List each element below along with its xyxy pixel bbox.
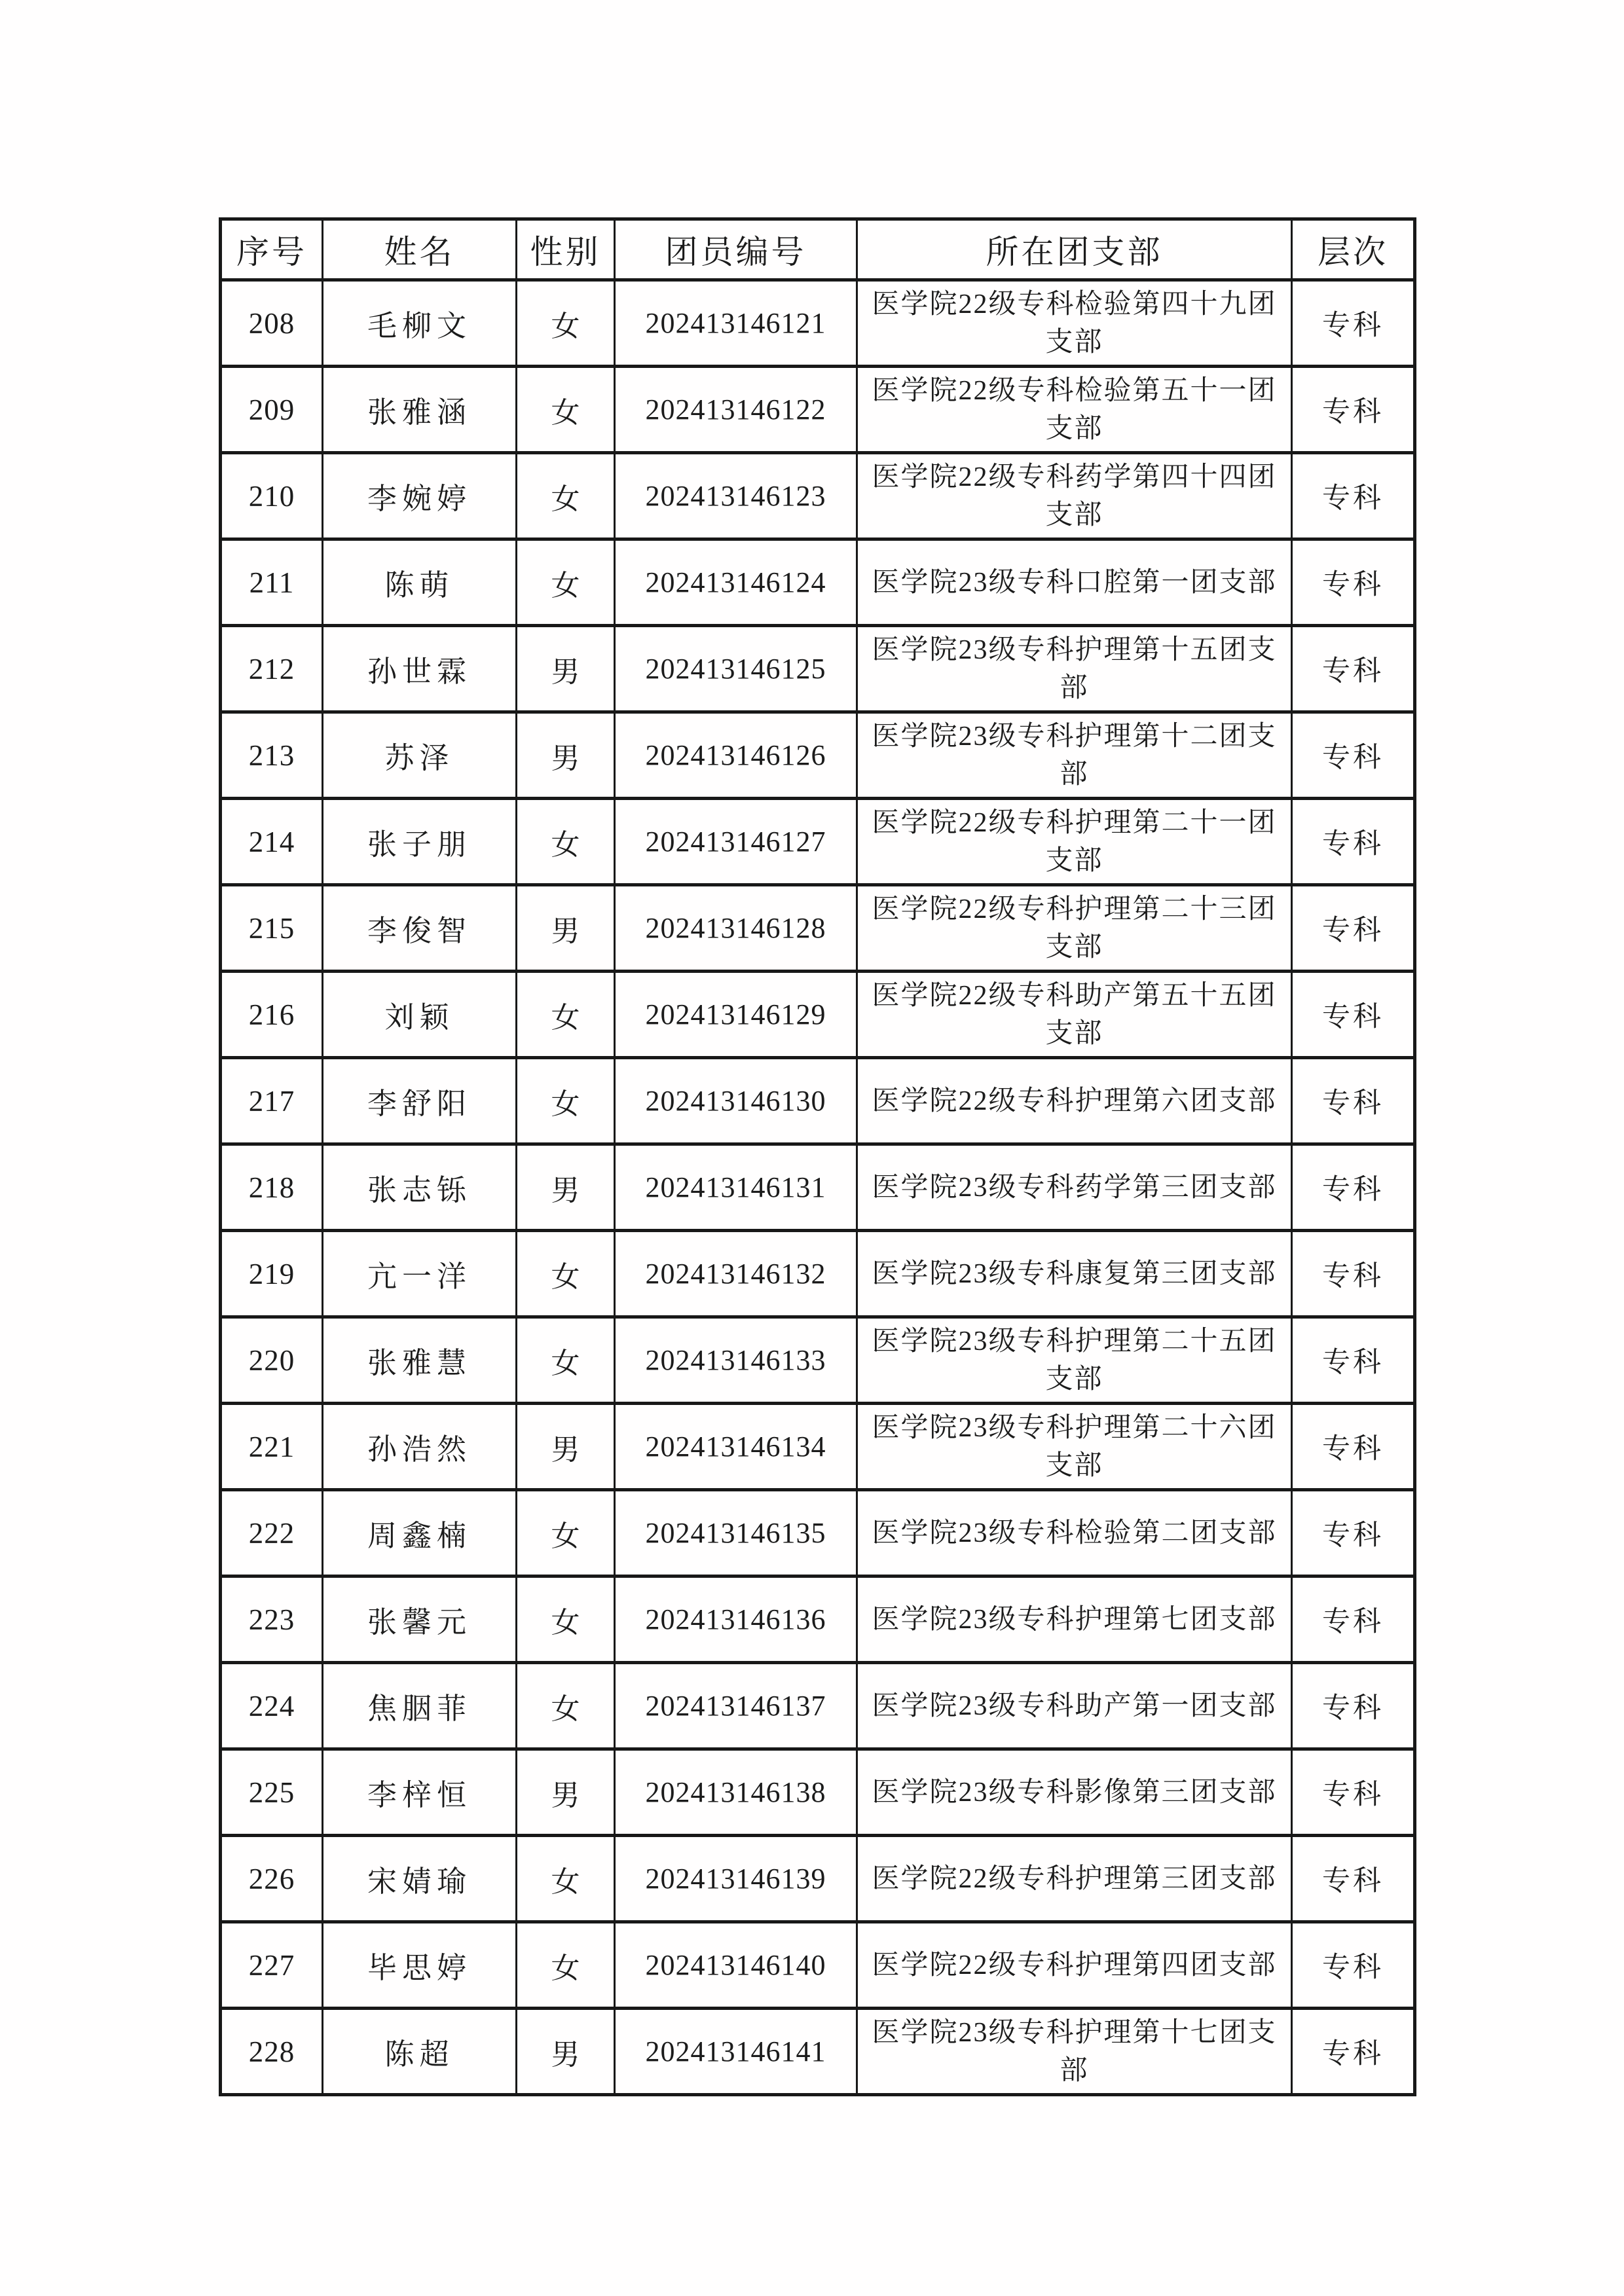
cell-gender: 男 — [517, 712, 615, 799]
table-row — [221, 280, 1415, 367]
cell-gender: 女 — [517, 367, 615, 453]
cell-branch: 医学院23级专科助产第一团支部 — [857, 1663, 1292, 1749]
cell-branch: 医学院23级专科护理第十二团支部 — [857, 712, 1292, 799]
cell-gender: 女 — [517, 1576, 615, 1663]
header-cell-branch: 所在团支部 — [857, 219, 1292, 280]
cell-name: 陈超 — [323, 2009, 517, 2095]
header-cell-name: 姓名 — [323, 219, 517, 280]
cell-member-id: 202413146137 — [615, 1663, 857, 1749]
cell-name: 李俊智 — [323, 885, 517, 972]
table-row — [221, 1231, 1415, 1317]
cell-gender: 女 — [517, 972, 615, 1058]
cell-level: 专科 — [1292, 799, 1415, 885]
cell-gender: 女 — [517, 1058, 615, 1144]
cell-branch: 医学院22级专科助产第五十五团支部 — [857, 972, 1292, 1058]
cell-name: 焦胭菲 — [323, 1663, 517, 1749]
cell-branch: 医学院22级专科护理第三团支部 — [857, 1836, 1292, 1922]
cell-gender: 女 — [517, 539, 615, 626]
table-row — [221, 1663, 1415, 1749]
cell-branch: 医学院22级专科护理第二十一团支部 — [857, 799, 1292, 885]
cell-member-id: 202413146135 — [615, 1490, 857, 1576]
cell-member-id: 202413146123 — [615, 453, 857, 539]
header-cell-serial-number: 序号 — [221, 219, 323, 280]
cell-serial-number: 216 — [221, 972, 323, 1058]
header-cell-gender: 性别 — [517, 219, 615, 280]
cell-serial-number: 210 — [221, 453, 323, 539]
cell-member-id: 202413146127 — [615, 799, 857, 885]
cell-branch: 医学院23级专科检验第二团支部 — [857, 1490, 1292, 1576]
cell-gender: 男 — [517, 1144, 615, 1231]
cell-level: 专科 — [1292, 1576, 1415, 1663]
cell-level: 专科 — [1292, 1922, 1415, 2009]
cell-member-id: 202413146126 — [615, 712, 857, 799]
cell-gender: 女 — [517, 453, 615, 539]
cell-level: 专科 — [1292, 885, 1415, 972]
cell-serial-number: 217 — [221, 1058, 323, 1144]
cell-gender: 男 — [517, 626, 615, 712]
member-roster-table — [219, 217, 1416, 2096]
cell-name: 毕思婷 — [323, 1922, 517, 2009]
cell-level: 专科 — [1292, 1663, 1415, 1749]
cell-member-id: 202413146132 — [615, 1231, 857, 1317]
cell-level: 专科 — [1292, 539, 1415, 626]
cell-serial-number: 211 — [221, 539, 323, 626]
header-cell-level: 层次 — [1292, 219, 1415, 280]
cell-serial-number: 220 — [221, 1317, 323, 1404]
table-row — [221, 1749, 1415, 1836]
cell-name: 李梓恒 — [323, 1749, 517, 1836]
cell-name: 宋婧瑜 — [323, 1836, 517, 1922]
cell-gender: 女 — [517, 1317, 615, 1404]
cell-branch: 医学院23级专科护理第十七团支部 — [857, 2009, 1292, 2095]
cell-level: 专科 — [1292, 453, 1415, 539]
cell-branch: 医学院23级专科药学第三团支部 — [857, 1144, 1292, 1231]
cell-member-id: 202413146136 — [615, 1576, 857, 1663]
cell-member-id: 202413146138 — [615, 1749, 857, 1836]
cell-name: 张志铄 — [323, 1144, 517, 1231]
table-header — [221, 219, 1415, 280]
cell-gender: 女 — [517, 1490, 615, 1576]
table-row — [221, 1836, 1415, 1922]
cell-level: 专科 — [1292, 1404, 1415, 1490]
cell-level: 专科 — [1292, 1749, 1415, 1836]
cell-name: 亢一洋 — [323, 1231, 517, 1317]
table-row — [221, 1144, 1415, 1231]
cell-branch: 医学院23级专科护理第十五团支部 — [857, 626, 1292, 712]
cell-branch: 医学院22级专科护理第二十三团支部 — [857, 885, 1292, 972]
cell-serial-number: 223 — [221, 1576, 323, 1663]
cell-branch: 医学院23级专科影像第三团支部 — [857, 1749, 1292, 1836]
cell-name: 苏泽 — [323, 712, 517, 799]
cell-member-id: 202413146131 — [615, 1144, 857, 1231]
cell-branch: 医学院23级专科口腔第一团支部 — [857, 539, 1292, 626]
cell-level: 专科 — [1292, 367, 1415, 453]
cell-serial-number: 226 — [221, 1836, 323, 1922]
cell-name: 张馨元 — [323, 1576, 517, 1663]
cell-level: 专科 — [1292, 1144, 1415, 1231]
cell-branch: 医学院23级专科护理第二十六团支部 — [857, 1404, 1292, 1490]
cell-member-id: 202413146128 — [615, 885, 857, 972]
cell-serial-number: 224 — [221, 1663, 323, 1749]
table-row — [221, 1490, 1415, 1576]
table-row — [221, 539, 1415, 626]
cell-name: 李婉婷 — [323, 453, 517, 539]
cell-gender: 男 — [517, 2009, 615, 2095]
cell-branch: 医学院23级专科康复第三团支部 — [857, 1231, 1292, 1317]
cell-member-id: 202413146141 — [615, 2009, 857, 2095]
cell-branch: 医学院23级专科护理第七团支部 — [857, 1576, 1292, 1663]
cell-member-id: 202413146133 — [615, 1317, 857, 1404]
cell-branch: 医学院22级专科检验第四十九团支部 — [857, 280, 1292, 367]
table-row — [221, 1922, 1415, 2009]
cell-member-id: 202413146129 — [615, 972, 857, 1058]
table-row — [221, 1404, 1415, 1490]
cell-member-id: 202413146139 — [615, 1836, 857, 1922]
cell-branch: 医学院23级专科护理第二十五团支部 — [857, 1317, 1292, 1404]
cell-name: 周鑫楠 — [323, 1490, 517, 1576]
cell-serial-number: 214 — [221, 799, 323, 885]
cell-name: 张子朋 — [323, 799, 517, 885]
cell-serial-number: 213 — [221, 712, 323, 799]
table-row — [221, 712, 1415, 799]
cell-serial-number: 208 — [221, 280, 323, 367]
table-row — [221, 1317, 1415, 1404]
table-row — [221, 626, 1415, 712]
cell-member-id: 202413146140 — [615, 1922, 857, 2009]
cell-member-id: 202413146121 — [615, 280, 857, 367]
cell-name: 张雅涵 — [323, 367, 517, 453]
member-table-body — [221, 280, 1415, 2095]
table-header-row — [221, 219, 1415, 280]
cell-member-id: 202413146122 — [615, 367, 857, 453]
cell-name: 毛柳文 — [323, 280, 517, 367]
cell-name: 刘颖 — [323, 972, 517, 1058]
cell-branch: 医学院22级专科护理第六团支部 — [857, 1058, 1292, 1144]
cell-serial-number: 227 — [221, 1922, 323, 2009]
cell-level: 专科 — [1292, 280, 1415, 367]
cell-serial-number: 209 — [221, 367, 323, 453]
cell-gender: 女 — [517, 1231, 615, 1317]
cell-name: 陈萌 — [323, 539, 517, 626]
cell-name: 孙世霖 — [323, 626, 517, 712]
cell-serial-number: 225 — [221, 1749, 323, 1836]
cell-level: 专科 — [1292, 1058, 1415, 1144]
table-row — [221, 885, 1415, 972]
table-row — [221, 1058, 1415, 1144]
table-row — [221, 367, 1415, 453]
cell-serial-number: 228 — [221, 2009, 323, 2095]
table-row — [221, 799, 1415, 885]
table-row — [221, 453, 1415, 539]
cell-level: 专科 — [1292, 972, 1415, 1058]
cell-branch: 医学院22级专科药学第四十四团支部 — [857, 453, 1292, 539]
table-row — [221, 972, 1415, 1058]
cell-serial-number: 212 — [221, 626, 323, 712]
cell-gender: 男 — [517, 1404, 615, 1490]
cell-serial-number: 222 — [221, 1490, 323, 1576]
cell-gender: 男 — [517, 885, 615, 972]
cell-level: 专科 — [1292, 626, 1415, 712]
cell-level: 专科 — [1292, 1317, 1415, 1404]
header-cell-member-id: 团员编号 — [615, 219, 857, 280]
cell-member-id: 202413146125 — [615, 626, 857, 712]
cell-serial-number: 221 — [221, 1404, 323, 1490]
cell-level: 专科 — [1292, 1231, 1415, 1317]
cell-gender: 男 — [517, 1749, 615, 1836]
cell-name: 孙浩然 — [323, 1404, 517, 1490]
cell-level: 专科 — [1292, 712, 1415, 799]
cell-gender: 女 — [517, 799, 615, 885]
cell-member-id: 202413146130 — [615, 1058, 857, 1144]
cell-member-id: 202413146134 — [615, 1404, 857, 1490]
cell-serial-number: 219 — [221, 1231, 323, 1317]
cell-level: 专科 — [1292, 1836, 1415, 1922]
cell-name: 李舒阳 — [323, 1058, 517, 1144]
cell-branch: 医学院22级专科护理第四团支部 — [857, 1922, 1292, 2009]
cell-gender: 女 — [517, 1922, 615, 2009]
cell-level: 专科 — [1292, 1490, 1415, 1576]
cell-gender: 女 — [517, 1663, 615, 1749]
cell-name: 张雅慧 — [323, 1317, 517, 1404]
cell-branch: 医学院22级专科检验第五十一团支部 — [857, 367, 1292, 453]
cell-serial-number: 218 — [221, 1144, 323, 1231]
cell-gender: 女 — [517, 1836, 615, 1922]
cell-member-id: 202413146124 — [615, 539, 857, 626]
cell-gender: 女 — [517, 280, 615, 367]
table-row — [221, 1576, 1415, 1663]
table-row — [221, 2009, 1415, 2095]
cell-serial-number: 215 — [221, 885, 323, 972]
cell-level: 专科 — [1292, 2009, 1415, 2095]
